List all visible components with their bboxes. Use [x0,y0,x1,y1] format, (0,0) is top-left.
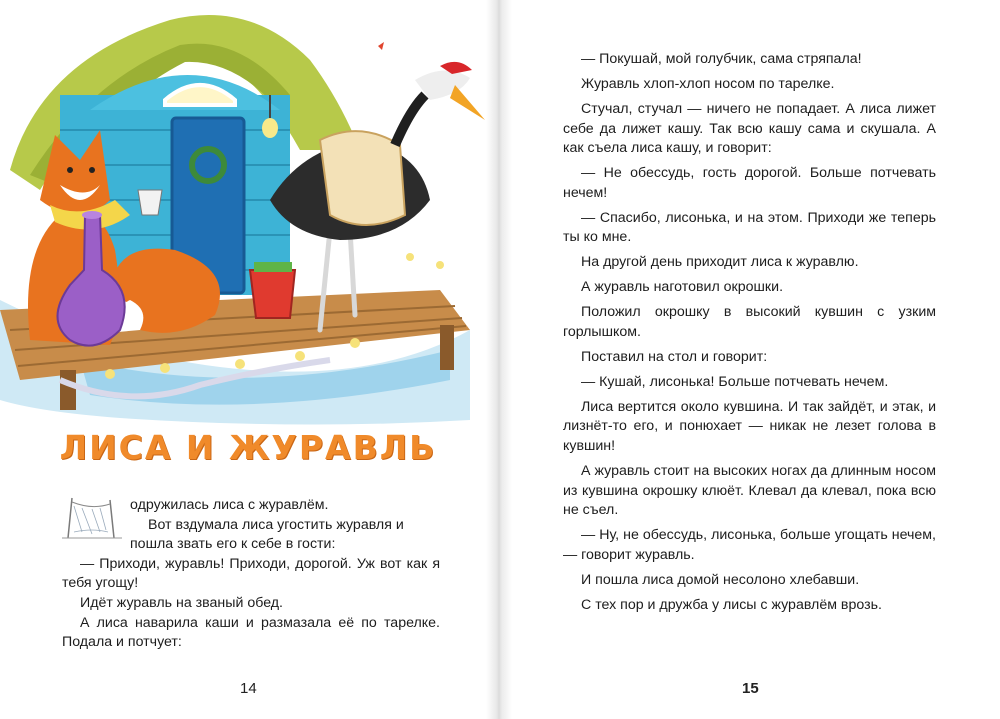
paragraph: На другой день приходит лиса к журавлю. [581,254,859,271]
paragraph: одружилась лиса с журавлём. [130,497,329,513]
paragraph: С тех пор и дружба у лисы с журавлём врозь. [581,596,882,613]
left-page [0,0,496,719]
paragraph: А журавль стоит на высоких ногах да длинным носом из кувшина окрошку клюёт. Клевал да клевал, пока всю не съел. [563,462,936,519]
paragraph: А журавль наготовил окрошки. [581,279,784,296]
paragraph: Лиса вертится около кувшина. И так зайдёт, и этак, и лизнёт-то его, и понюхает — никак не лезет голова в кувшин! [563,398,936,454]
red-bucket [250,270,295,318]
crane-beak [450,85,485,120]
page-number-right: 15 [742,680,759,697]
butterfly [378,42,384,50]
paragraph: Идёт журавль на званый обед. [80,594,283,611]
paragraph: Журавль хлоп-хлоп носом по тарелке. [581,75,835,92]
page-number-left: 14 [240,680,257,697]
hanging-cup [138,190,162,215]
story-title: ЛИСА И ЖУРАВЛЬ [59,428,437,467]
paragraph: пошла звать его к себе в гости: [130,536,336,553]
crane-neck [395,95,425,145]
fox-eye [67,167,73,173]
paragraph: — Не обессудь, гость дорогой. Больше потчевать нечем! [563,165,936,201]
deck-post-right [440,325,454,370]
paragraph: Положил окрошку в высокий кувшин с узким горлышком. [563,304,936,340]
paragraph: — Ну, не обессудь, лисонька, больше угощать нечем, — говорит журавль. [563,527,936,563]
paragraph: Вот вздумала лиса угостить журавля и [148,516,404,533]
right-page-text [563,50,936,621]
paragraph: — Приходи, журавль! Приходи, дорогой. Уж вот как я тебя угощу! [62,555,440,592]
paragraph: И пошла лиса домой несолоно хлебавши. [581,571,860,588]
left-page-text [62,496,440,653]
crane-vest [320,131,405,225]
jug-rim [82,211,102,219]
deck-post-left [60,370,76,410]
bucket-greens [254,262,292,272]
paragraph: Стучал, стучал — ничего не попадает. А лиса лижет себе да лижет кашу. Так всю кашу сама и скушала. А как съела лиса кашу, и говорит: [563,100,936,157]
paragraph: — Покушай, мой голубчик, сама стряпала! [581,51,862,67]
paragraph: Поставил на стол и говорит: [581,348,768,365]
fox-and-crane-illustration [0,0,496,425]
lamp-bulb [262,118,278,138]
paragraph: А лиса наварила каши и размазала её по тарелке. Подала и потчует: [62,614,440,651]
paragraph: — Спасибо, лисонька, и на этом. Приходи же теперь ты ко мне. [563,209,936,246]
paragraph: — Кушай, лисонька! Больше потчевать нечем. [581,373,889,390]
